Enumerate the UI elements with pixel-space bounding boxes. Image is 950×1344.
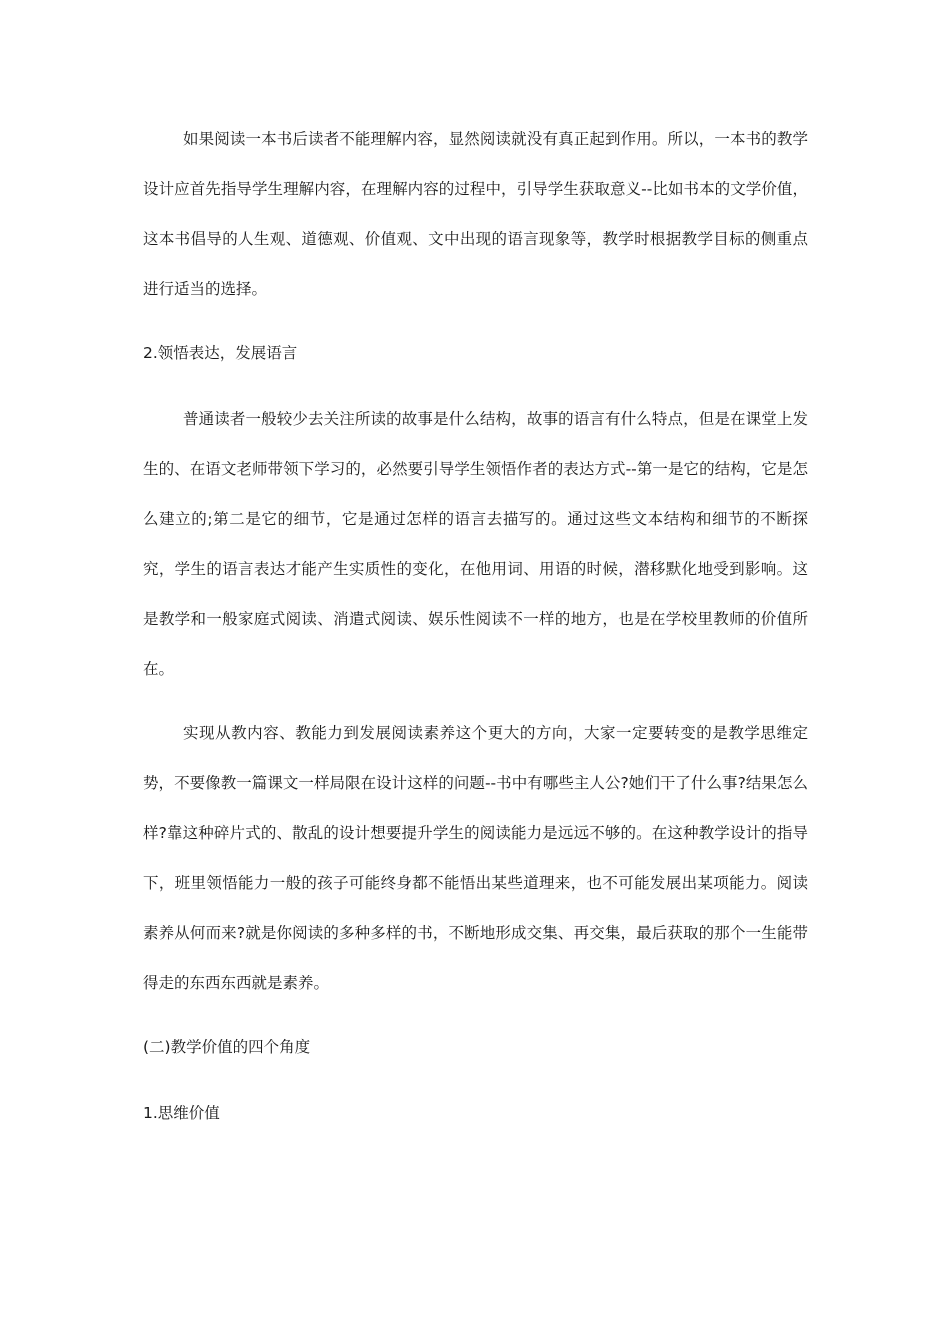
section-heading-thinking-value: 1.思维价值	[143, 1104, 220, 1122]
section-heading-expression: 2.领悟表达，发展语言	[143, 344, 298, 362]
paragraph-reading-literacy: 实现从教内容、教能力到发展阅读素养这个更大的方向，大家一定要转变的是教学思维定势，不要像教一篇课文一样局限在设计这样的问题--书中有哪些主人公?她们干了什么事?结果怎么样?靠这种碎片式的、散乱的设计想要提升学生的阅读能力是远远不够的。在这种教学设计的指导下，班里领悟能力一般的孩子可能终身都不能悟出某些道理来，也不可能发展出某项能力。阅读素养从何而来?就是你阅读的多种多样的书，不断地形成交集、再交集，最后获取的那个一生能带得走的东西东西就是素养。	[143, 724, 808, 992]
paragraph-language-expression: 普通读者一般较少去关注所读的故事是什么结构，故事的语言有什么特点，但是在课堂上发生的、在语文老师带领下学习的，必然要引导学生领悟作者的表达方式--第一是它的结构，它是怎么建立的;第二是它的细节，它是通过怎样的语言去描写的。通过这些文本结构和细节的不断探究，学生的语言表达才能产生实质性的变化，在他用词、用语的时候，潜移默化地受到影响。这是教学和一般家庭式阅读、消遣式阅读、娱乐性阅读不一样的地方，也是在学校里教师的价值所在。	[143, 410, 808, 678]
section-heading-teaching-value: (二)教学价值的四个角度	[143, 1038, 311, 1056]
paragraph-reading-comprehension: 如果阅读一本书后读者不能理解内容，显然阅读就没有真正起到作用。所以，一本书的教学设计应首先指导学生理解内容，在理解内容的过程中，引导学生获取意义--比如书本的文学价值，这本书倡导的人生观、道德观、价值观、文中出现的语言现象等，教学时根据教学目标的侧重点进行适当的选择。	[143, 130, 808, 298]
